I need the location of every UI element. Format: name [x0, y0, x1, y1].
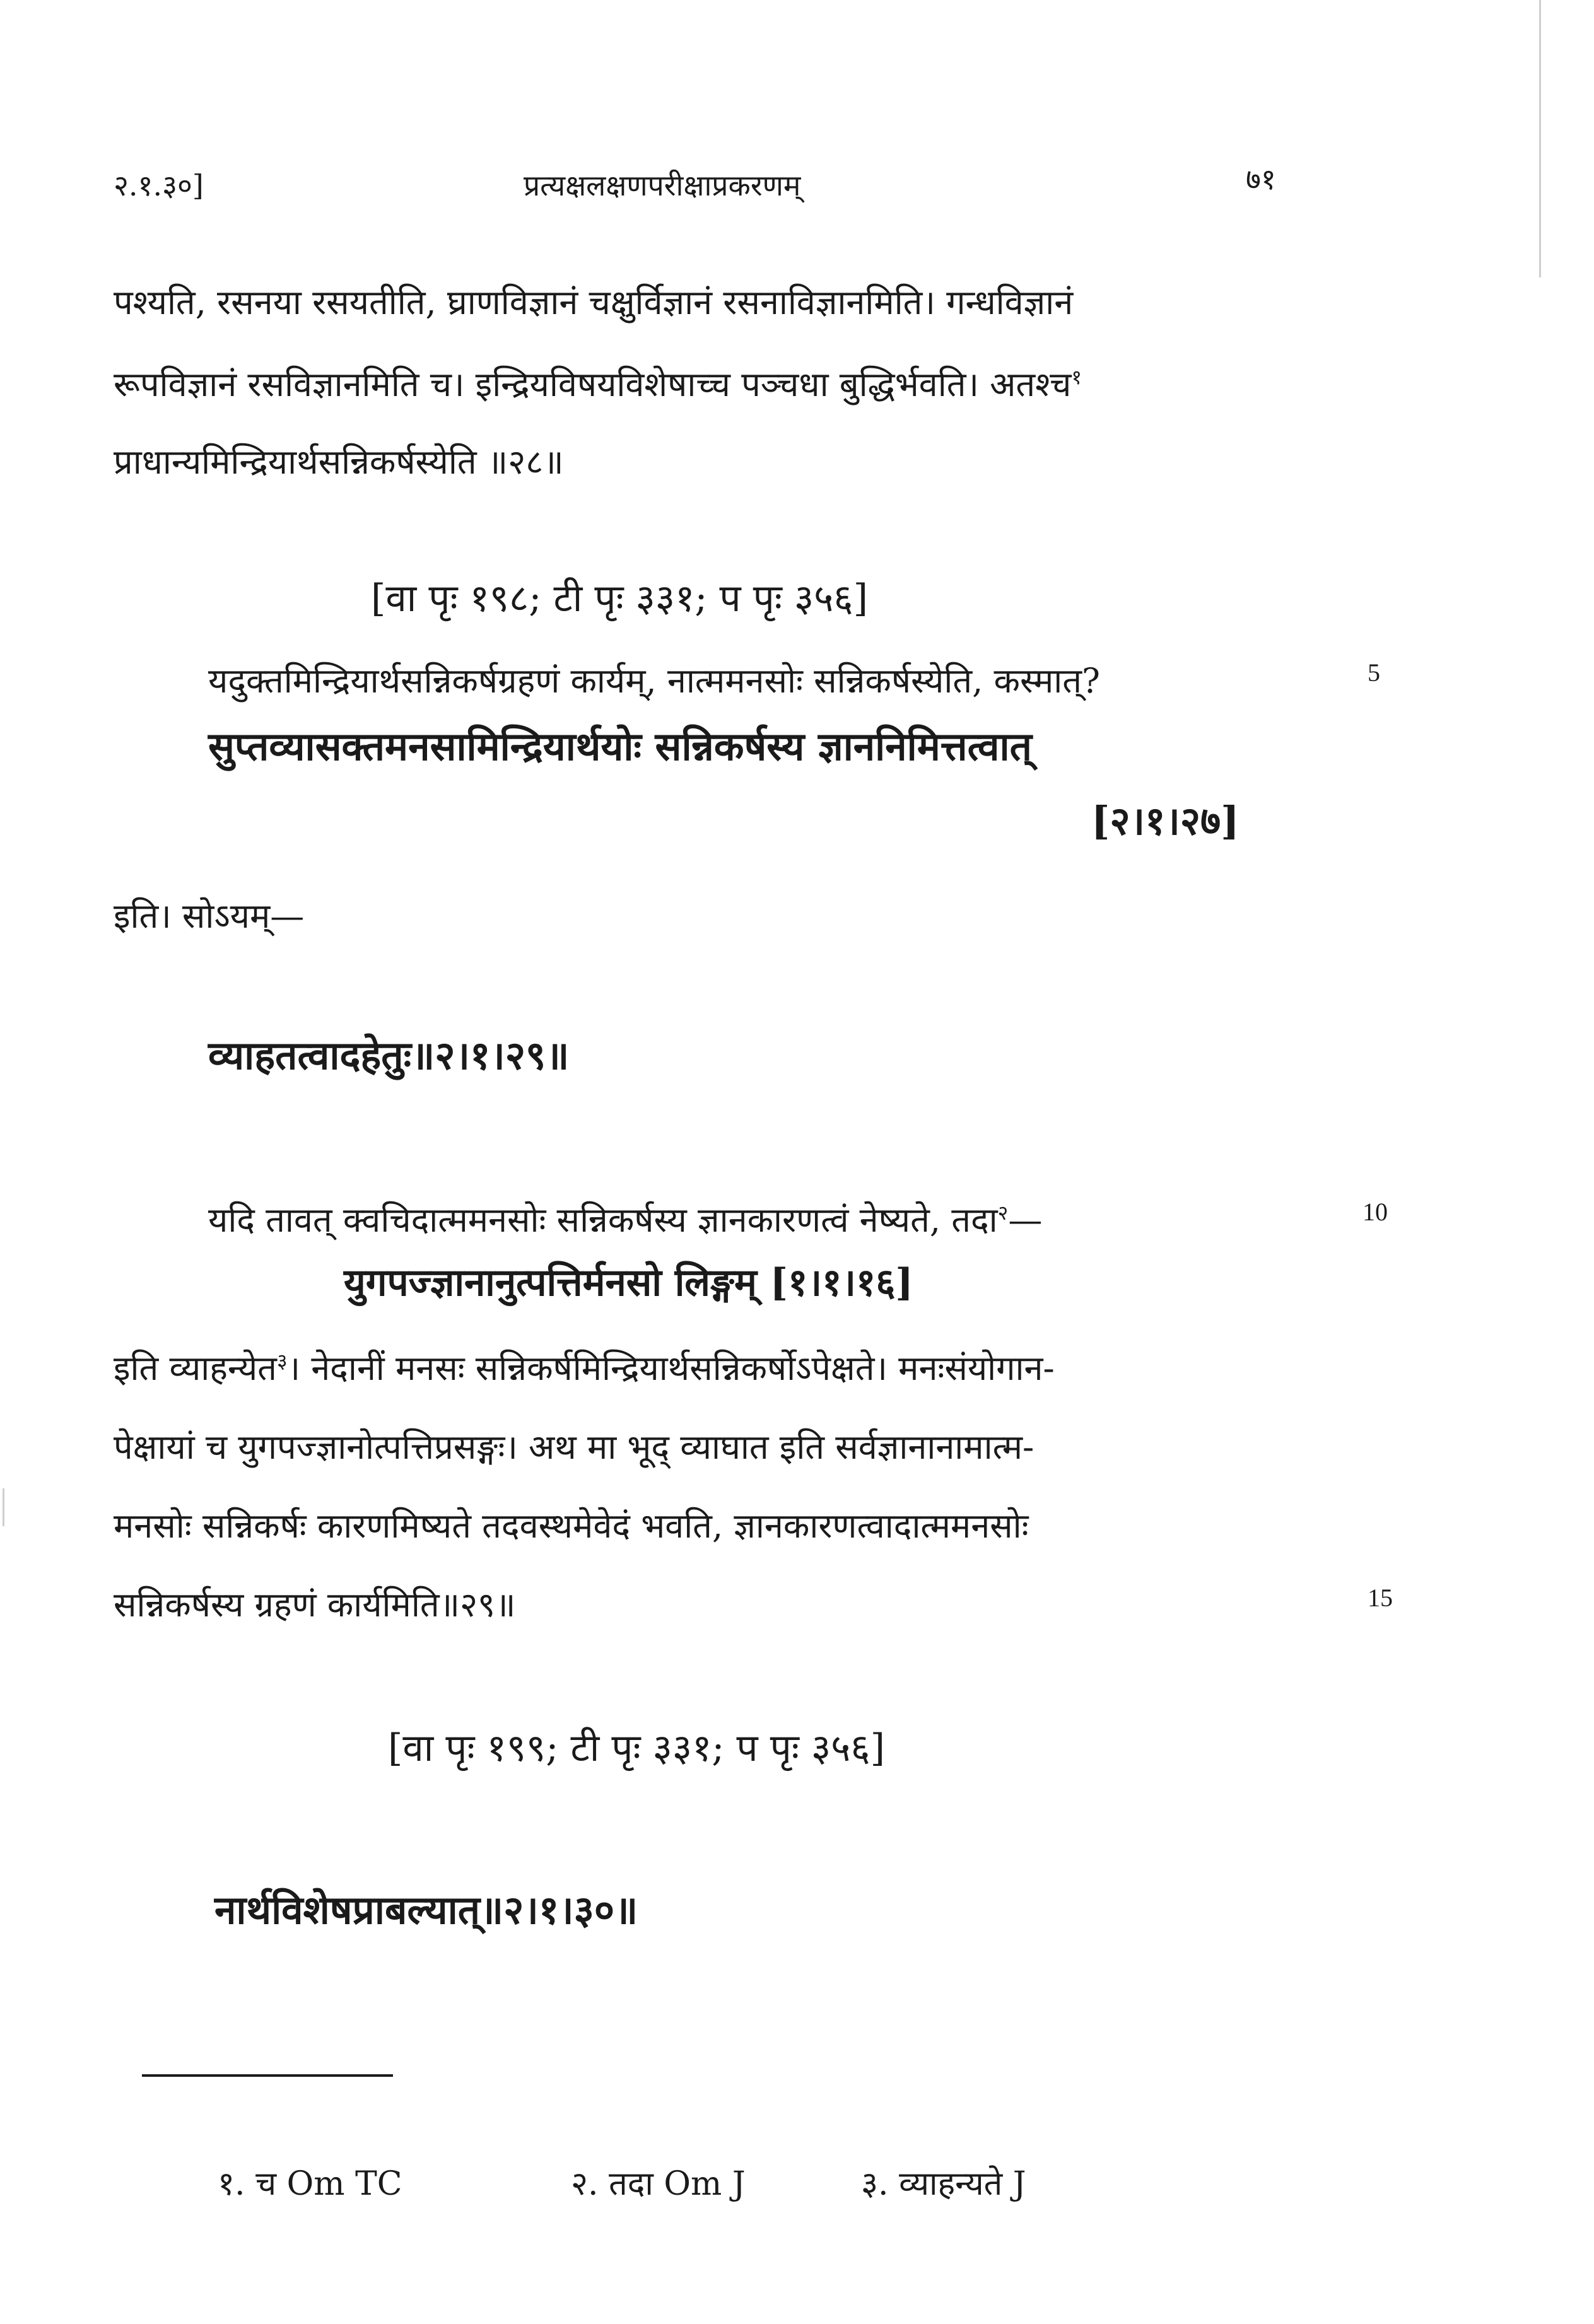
- sutra-30: नार्थविशेषप्राबल्यात्॥२।१।३०॥: [214, 1887, 638, 1933]
- commentary-line2: [114, 1328, 1055, 1410]
- quoted-sutra-2: युगपज्ज्ञानानुत्पत्तिर्मनसो लिङ्गम् [१।१।१६]: [344, 1261, 913, 1305]
- paragraph1-line2-text: रूपविज्ञानं रसविज्ञानमिति च। इन्द्रियविषयविशेषाच्च पञ्चधा बुद्धिर्भवति। अतश्च: [114, 365, 1072, 404]
- reference-line-2: [वा पृः १९९; टी पृः ३३१; प पृः ३५६]: [388, 1726, 885, 1770]
- iti-soyam: इति। सोऽयम्—: [114, 896, 305, 936]
- quoted-sutra-1-number: [२।१।२७]: [1091, 798, 1239, 844]
- header-title: प्रत्यक्षलक्षणपरीक्षाप्रकरणम्: [524, 168, 801, 202]
- sutra-29: व्याहतत्वादहेतुः॥२।१।२९॥: [208, 1032, 570, 1078]
- footnote-marker-2: २: [997, 1201, 1009, 1225]
- commentary-line2-b: । नेदानीं मनसः सन्निकर्षमिन्द्रियार्थसन्निकर्षोऽपेक्षते। मनःसंयोगान-: [287, 1348, 1055, 1388]
- paragraph1-line1: पश्यति, रसनया रसयतीति, घ्राणविज्ञानं चक्षुर्विज्ञानं रसनाविज्ञानमिति। गन्धविज्ञानं: [114, 283, 1074, 322]
- right-page-edge: [1539, 0, 1541, 277]
- line-number-15: 15: [1368, 1584, 1393, 1612]
- paragraph1-line2: [114, 344, 1082, 426]
- commentary-line3: पेक्षायां च युगपज्ज्ञानोत्पत्तिप्रसङ्गः। अथ मा भूद् व्याघात इति सर्वज्ञानानामात्म-: [114, 1427, 1034, 1467]
- footnote-1: १. च Om TC: [218, 2165, 402, 2203]
- footnote-rule: [142, 2074, 393, 2077]
- commentary-line1: [208, 1179, 1042, 1261]
- line-number-10: 10: [1363, 1198, 1388, 1226]
- footnote-marker-1: १: [1071, 365, 1082, 389]
- footnote-3: ३. व्याहन्यते J: [861, 2165, 1026, 2203]
- quoted-sutra-1: सुप्तव्यासक्तमनसामिन्द्रियार्थयोः सन्निकर्षस्य ज्ञाननिमित्तत्वात्: [208, 723, 1032, 769]
- footnote-marker-3: ३: [276, 1349, 288, 1373]
- paragraph1-line3: प्राधान्यमिन्द्रियार्थसन्निकर्षस्येति ॥२८॥: [114, 442, 564, 482]
- commentary-line1-dash: —: [1008, 1200, 1043, 1240]
- page-number: ७१: [1246, 162, 1276, 196]
- header-section-ref: २.१.३०]: [114, 168, 204, 202]
- commentary-line4: मनसोः सन्निकर्षः कारणमिष्यते तदवस्थमेवेदं भवति, ज्ञानकारणत्वादात्ममनसोः: [114, 1506, 1029, 1546]
- reference-line-1: [वा पृः १९८; टी पृः ३३१; प पृः ३५६]: [371, 576, 868, 621]
- commentary-line2-a: इति व्याहन्येत: [114, 1348, 277, 1388]
- footnote-2: २. तदा Om J: [571, 2165, 746, 2203]
- left-page-edge: [3, 1488, 4, 1526]
- commentary-line1-text: यदि तावत् क्वचिदात्ममनसोः सन्निकर्षस्य ज्ञानकारणत्वं नेष्यते, तदा: [208, 1200, 998, 1240]
- line-number-5: 5: [1368, 658, 1380, 687]
- question-line: यदुक्तमिन्द्रियार्थसन्निकर्षग्रहणं कार्यम्, नात्ममनसोः सन्निकर्षस्येति, कस्मात्?: [208, 661, 1100, 701]
- commentary-line5: सन्निकर्षस्य ग्रहणं कार्यमिति॥२९॥: [114, 1585, 516, 1625]
